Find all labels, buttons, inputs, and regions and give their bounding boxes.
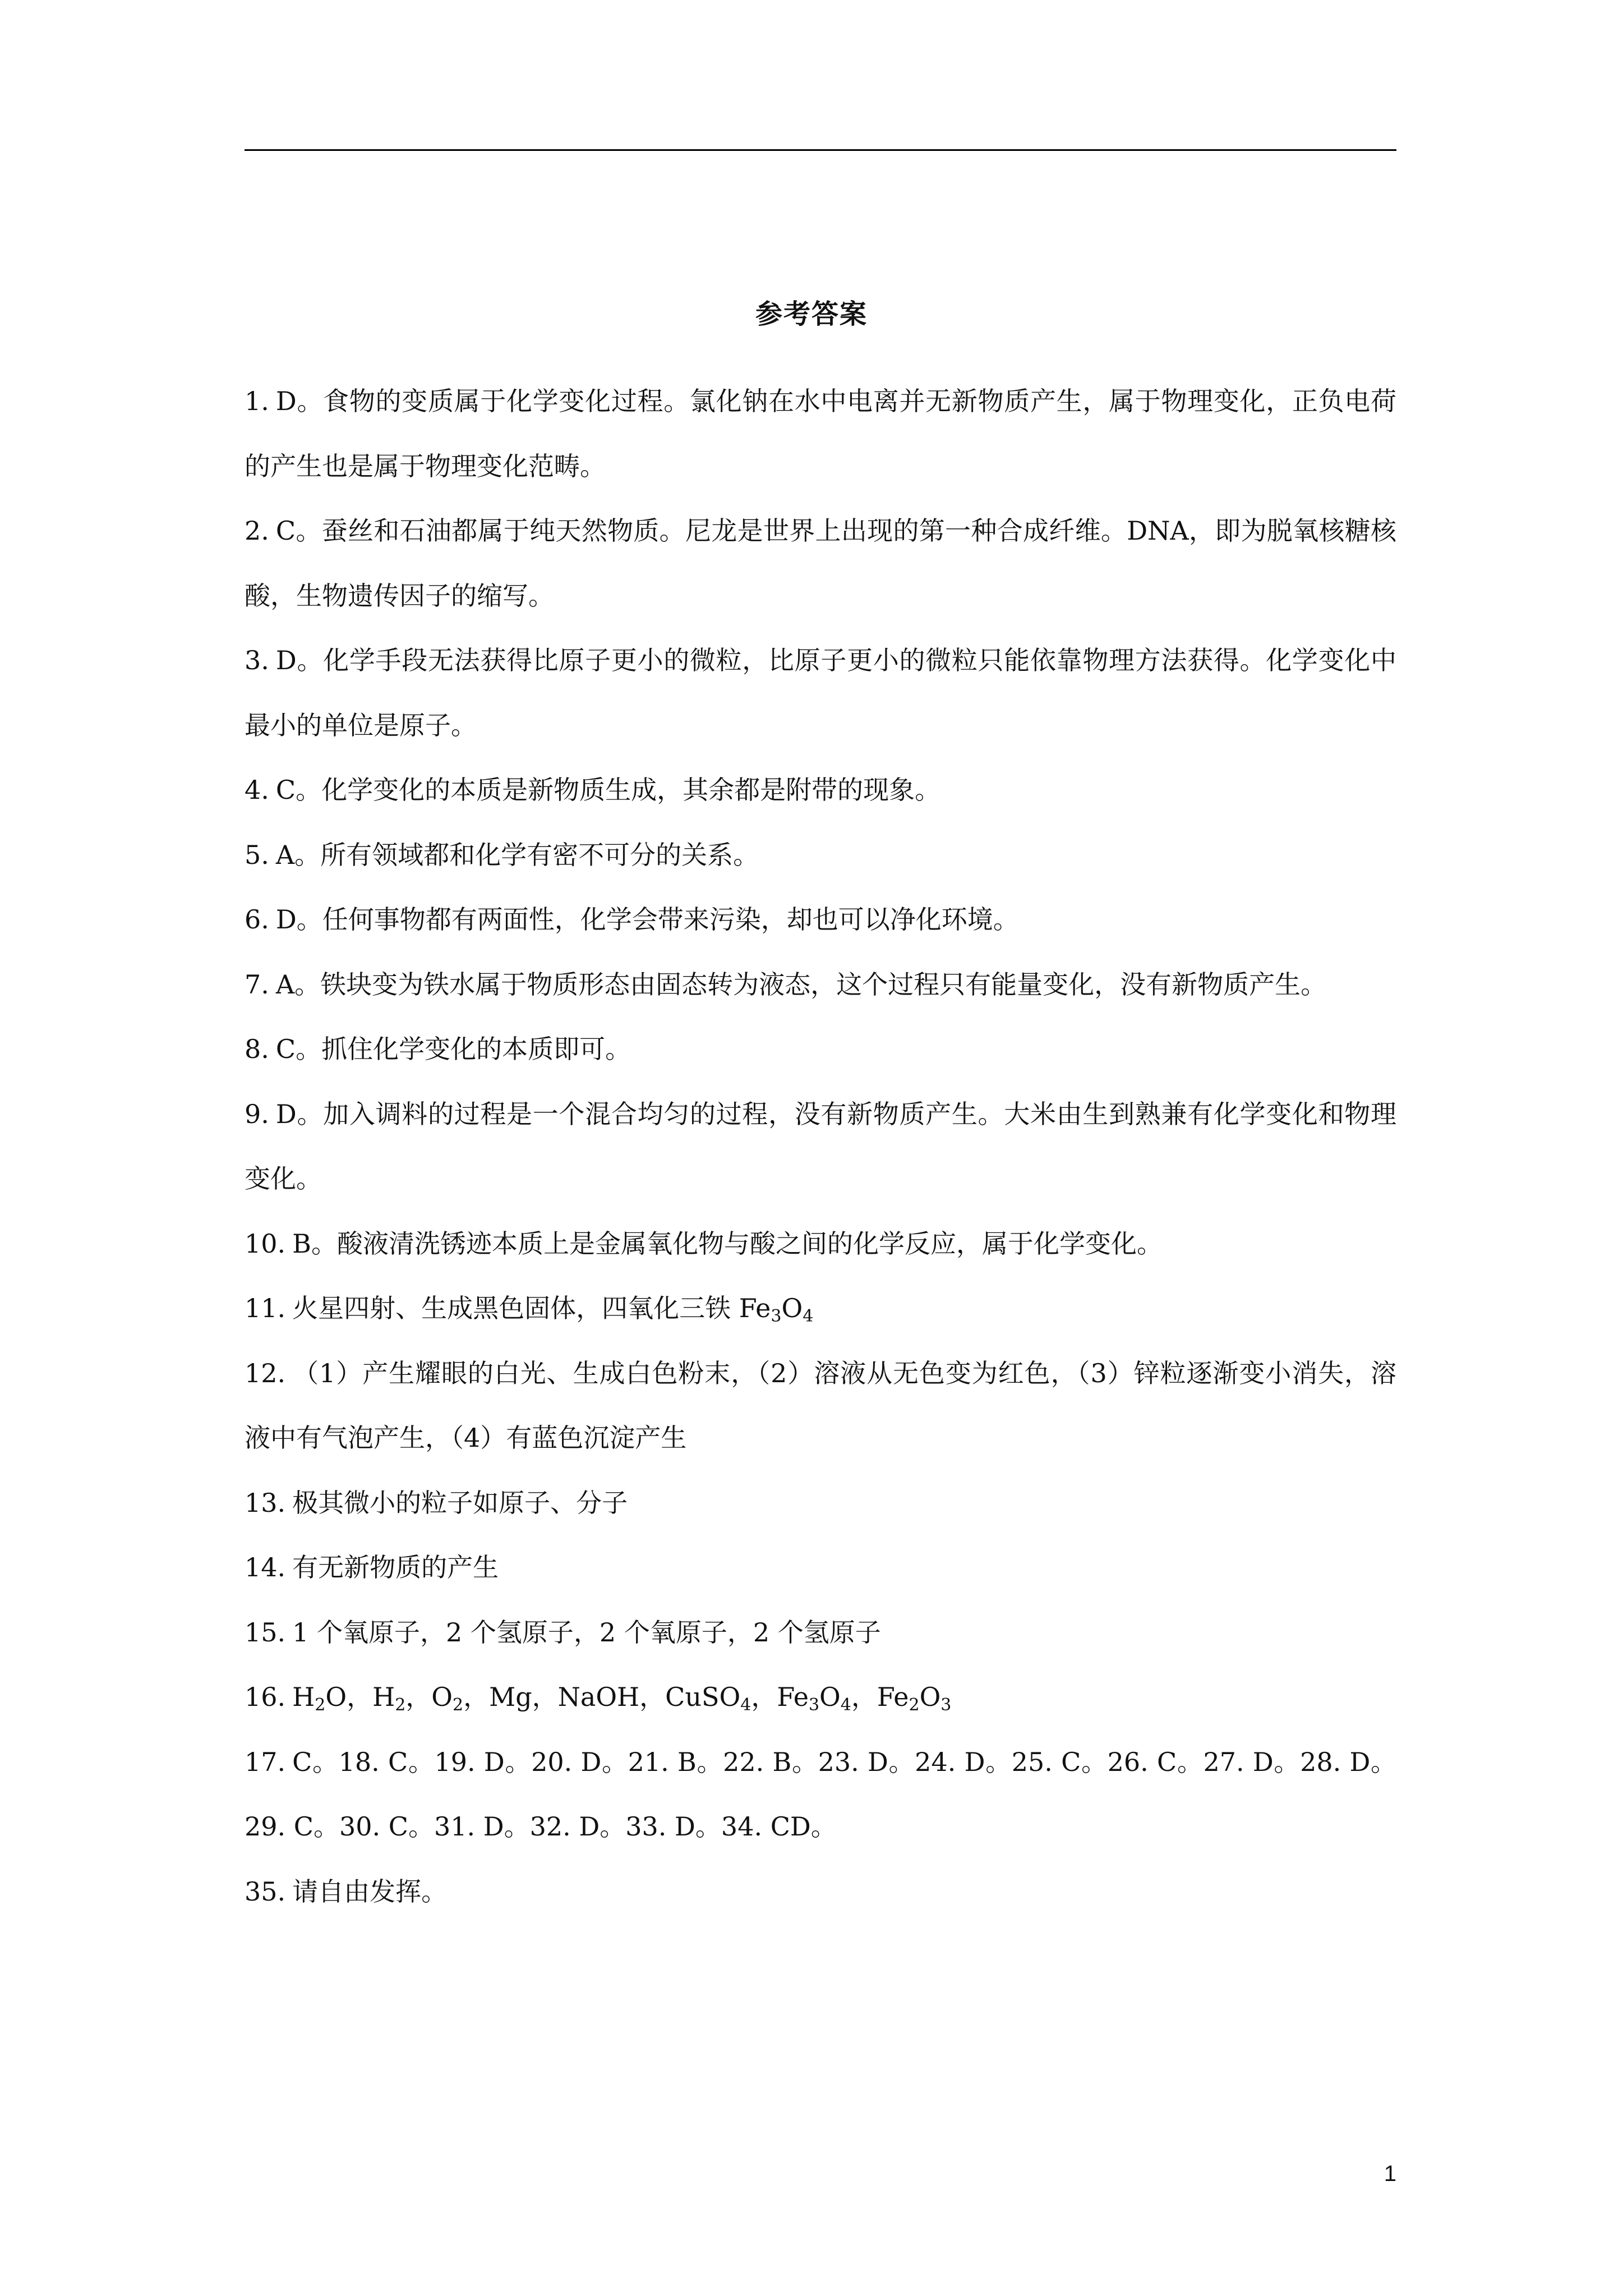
formula-text: ，Fe xyxy=(751,1682,809,1712)
formula-text: O xyxy=(819,1682,841,1712)
answer-item xyxy=(245,499,1396,628)
answer-text: C。蚕丝和石油都属于纯天然物质。尼龙是世界上出现的第一种合成纤维。DNA，即为脱氧核糖核酸，生物遗传因子的缩写。 xyxy=(245,516,1396,611)
formula-text: O xyxy=(919,1682,941,1712)
formula-text: H xyxy=(292,1682,315,1712)
formula-subscript: 2 xyxy=(395,1695,406,1715)
answer-item xyxy=(245,369,1396,499)
answer-item xyxy=(245,953,1396,1018)
answer-number: 5. xyxy=(245,839,269,870)
answer-text: C。抓住化学变化的本质即可。 xyxy=(275,1034,631,1064)
formula-subscript: 2 xyxy=(453,1695,464,1715)
answer-number: 1. xyxy=(245,386,269,416)
answer-text: 请自由发挥。 xyxy=(292,1876,448,1907)
formula-subscript: 3 xyxy=(771,1306,782,1326)
answer-list xyxy=(245,369,1396,1924)
answer-text: D。加入调料的过程是一个混合均匀的过程，没有新物质产生。大米由生到熟兼有化学变化和物理变化。 xyxy=(245,1098,1396,1194)
answer-text: 极其微小的粒子如原子、分子 xyxy=(292,1487,628,1518)
answer-text: D。食物的变质属于化学变化过程。氯化钠在水中电离并无新物质产生，属于物理变化，正负电荷的产生也是属于物理变化范畴。 xyxy=(245,386,1396,481)
answer-item xyxy=(245,1341,1396,1471)
answer-number: 11. xyxy=(245,1293,286,1323)
formula-subscript: 4 xyxy=(840,1695,851,1715)
answer-item xyxy=(245,1471,1396,1536)
formula-text: ，Fe xyxy=(851,1682,909,1712)
answer-text: A。铁块变为铁水属于物质形态由固态转为液态，这个过程只有能量变化，没有新物质产生。 xyxy=(275,969,1327,1000)
answer-text: D。化学手段无法获得比原子更小的微粒，比原子更小的微粒只能依靠物理方法获得。化学变化中最小的单位是原子。 xyxy=(245,645,1396,740)
formula-subscript: 3 xyxy=(940,1695,952,1715)
answer-text: B。酸液清洗锈迹本质上是金属氧化物与酸之间的化学反应，属于化学变化。 xyxy=(292,1228,1163,1259)
answer-item xyxy=(245,1212,1396,1277)
answer-item xyxy=(245,1535,1396,1600)
answer-text: D。任何事物都有两面性，化学会带来污染，却也可以净化环境。 xyxy=(275,904,1019,935)
formula-subscript: 2 xyxy=(909,1695,920,1715)
formula-text: ，O xyxy=(405,1682,453,1712)
answer-item xyxy=(245,1665,1396,1730)
page-title: 参考答案 xyxy=(755,298,868,330)
formula-subscript: 4 xyxy=(740,1695,751,1715)
answer-item xyxy=(245,1017,1396,1082)
answer-number: 8. xyxy=(245,1034,269,1064)
answer-number: 2. xyxy=(245,516,269,546)
answer-item xyxy=(245,1082,1396,1212)
answer-item xyxy=(245,1600,1396,1665)
answer-item xyxy=(245,887,1396,953)
formula-text: O xyxy=(781,1293,803,1323)
answer-number: 10. xyxy=(245,1228,286,1259)
answer-number: 15. xyxy=(245,1617,286,1648)
answer-text: C。18. C。19. D。20. D。21. B。22. B。23. D。24. D。25. C。26. C。27. D。28. D。29. C。30. C。31. D。32. D。33. D。34. CD。 xyxy=(245,1746,1396,1842)
page-number: 1 xyxy=(1384,2161,1396,2186)
formula-subscript: 2 xyxy=(315,1695,326,1715)
answer-text: 1 个氧原子，2 个氢原子，2 个氧原子，2 个氢原子 xyxy=(292,1617,881,1648)
formula-subscript: 3 xyxy=(808,1695,820,1715)
answer-number: 13. xyxy=(245,1487,286,1518)
answer-number: 7. xyxy=(245,969,269,1000)
answer-item xyxy=(245,823,1396,888)
formula-subscript: 4 xyxy=(803,1306,814,1326)
answer-number: 9. xyxy=(245,1098,269,1129)
answer-number: 35. xyxy=(245,1876,286,1907)
answer-number: 3. xyxy=(245,645,269,675)
answer-number: 17. xyxy=(245,1746,286,1777)
answer-text: （1）产生耀眼的白光、生成白色粉末，（2）溶液从无色变为红色，（3）锌粒逐渐变小消失，溶液中有气泡产生，（4）有蓝色沉淀产生 xyxy=(245,1358,1396,1453)
answer-text: C。化学变化的本质是新物质生成，其余都是附带的现象。 xyxy=(275,775,941,805)
answer-number: 4. xyxy=(245,775,269,805)
answer-number: 14. xyxy=(245,1552,286,1582)
formula-text: O，H xyxy=(325,1682,395,1712)
answer-text: 有无新物质的产生 xyxy=(292,1552,499,1582)
answer-item xyxy=(245,758,1396,823)
answer-number: 12. xyxy=(245,1358,286,1388)
formula-text: ，Mg，NaOH，CuSO xyxy=(463,1682,741,1712)
answer-item xyxy=(245,1860,1396,1925)
answer-item xyxy=(245,1730,1396,1860)
answer-text: 火星四射、生成黑色固体，四氧化三铁 Fe xyxy=(292,1293,771,1323)
answer-text: A。所有领域都和化学有密不可分的关系。 xyxy=(275,839,759,870)
answer-number: 6. xyxy=(245,904,269,935)
answer-item xyxy=(245,628,1396,758)
answer-item xyxy=(245,1276,1396,1341)
answer-number: 16. xyxy=(245,1682,286,1712)
header-rule xyxy=(245,149,1396,151)
